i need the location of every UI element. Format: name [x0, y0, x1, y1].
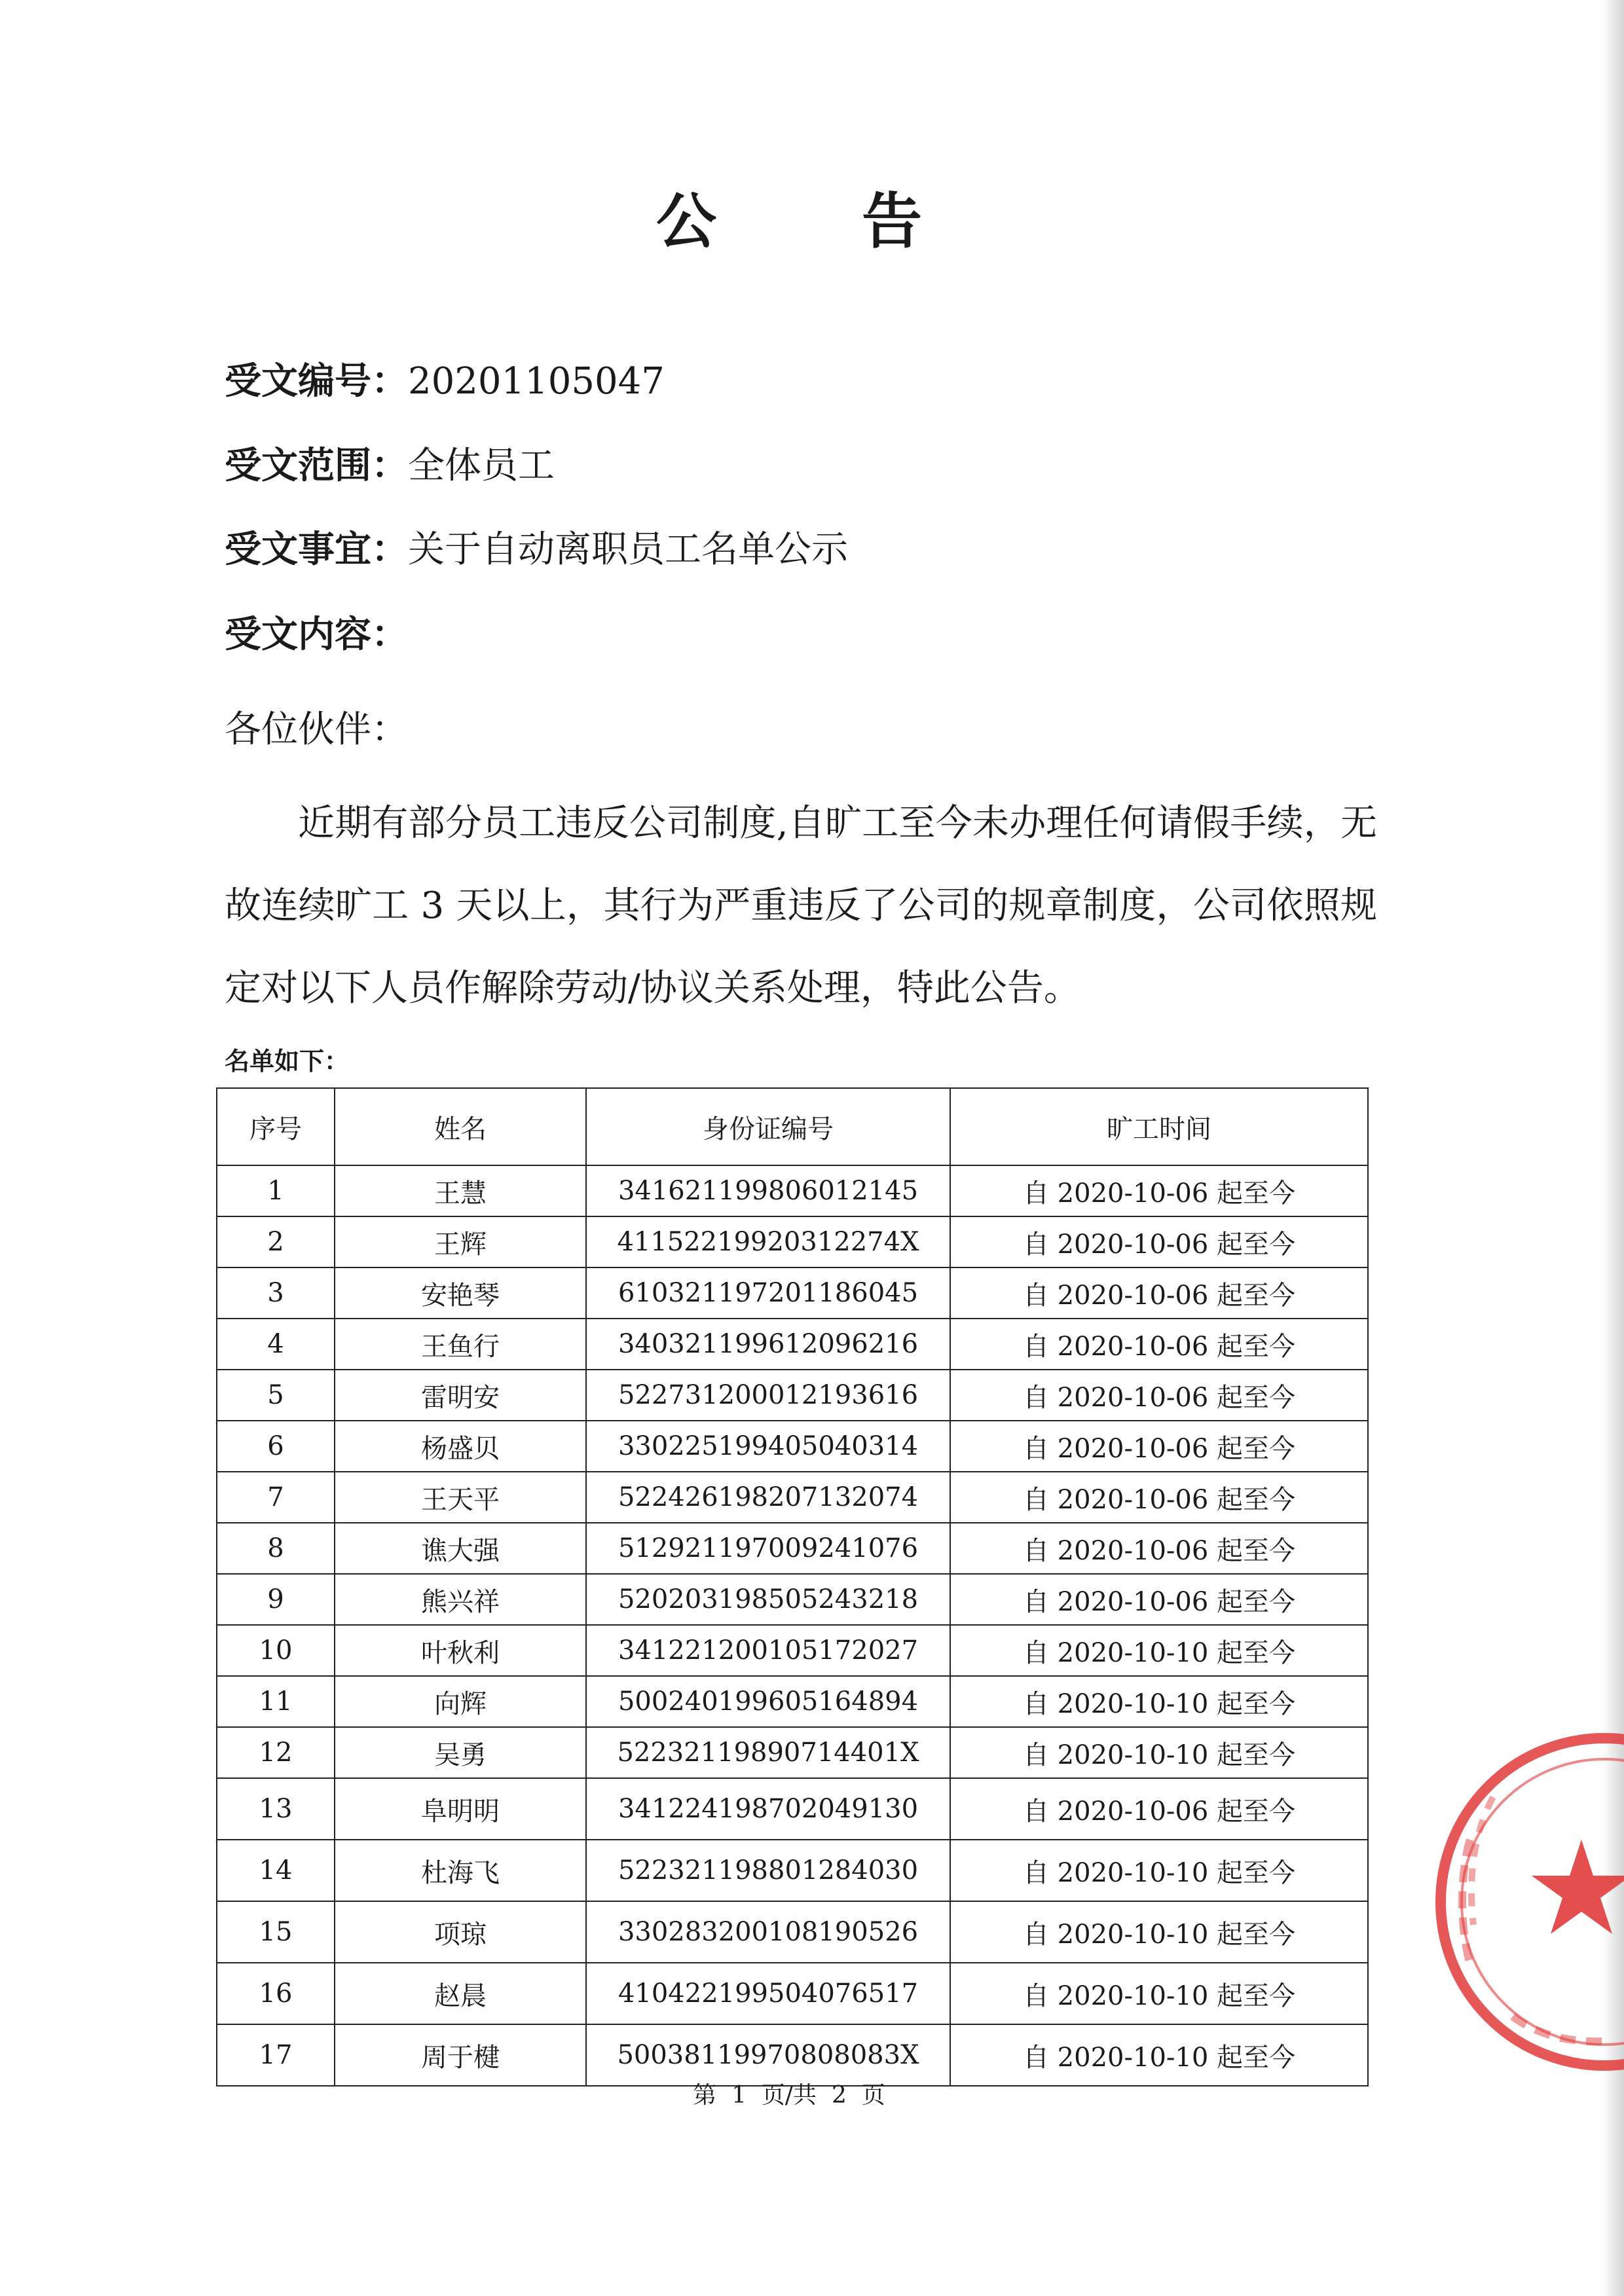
cell-absence: 自 2020-10-06 起至今 [950, 1319, 1368, 1370]
cell-id: 341621199806012145 [586, 1165, 950, 1216]
cell-number: 13 [217, 1778, 335, 1840]
cell-name: 阜明明 [335, 1778, 586, 1840]
cell-number: 11 [217, 1676, 335, 1727]
cell-id: 340321199612096216 [586, 1319, 950, 1370]
table-header-row [217, 1088, 1368, 1165]
cell-id: 522426198207132074 [586, 1472, 950, 1523]
table-row [217, 1370, 1368, 1421]
meta-label: 受文内容： [225, 613, 408, 656]
table-row [217, 1778, 1368, 1840]
cell-number: 9 [217, 1574, 335, 1625]
meta-doc-scope [225, 440, 555, 492]
cell-id: 410422199504076517 [586, 1963, 950, 2024]
cell-number: 7 [217, 1472, 335, 1523]
body-paragraph: 近期有部分员工违反公司制度,自旷工至今未办理任何请假手续，无故连续旷工 3 天以上，其行为严重违反了公司的规章制度，公司依照规定对以下人员作解除劳动/协议关系处理，特此公告。 [225, 802, 1377, 1010]
page-number: 第 1 页/共 2 页 [693, 2082, 885, 2109]
cell-absence: 自 2020-10-10 起至今 [950, 2024, 1368, 2086]
table-row [217, 1523, 1368, 1574]
cell-id: 330283200108190526 [586, 1901, 950, 1963]
cell-id: 52232119890714401X [586, 1727, 950, 1778]
cell-name: 向辉 [335, 1676, 586, 1727]
cell-name: 王天平 [335, 1472, 586, 1523]
header-cell-id: 身份证编号 [586, 1088, 950, 1165]
cell-id: 330225199405040314 [586, 1421, 950, 1472]
meta-value: 关于自动离职员工名单公示 [408, 528, 848, 571]
cell-absence: 自 2020-10-06 起至今 [950, 1523, 1368, 1574]
cell-id: 41152219920312274X [586, 1216, 950, 1267]
cell-absence: 自 2020-10-06 起至今 [950, 1421, 1368, 1472]
meta-label: 受文编号： [225, 360, 408, 403]
cell-number: 8 [217, 1523, 335, 1574]
cell-absence: 自 2020-10-06 起至今 [950, 1267, 1368, 1319]
table-row [217, 1267, 1368, 1319]
cell-absence: 自 2020-10-10 起至今 [950, 1901, 1368, 1963]
cell-id: 610321197201186045 [586, 1267, 950, 1319]
meta-doc-number [225, 355, 665, 408]
cell-name: 叶秋利 [335, 1625, 586, 1676]
cell-name: 熊兴祥 [335, 1574, 586, 1625]
cell-name: 雷明安 [335, 1370, 586, 1421]
cell-absence: 自 2020-10-06 起至今 [950, 1778, 1368, 1840]
cell-absence: 自 2020-10-10 起至今 [950, 1625, 1368, 1676]
meta-label: 受文事宜： [225, 528, 408, 571]
red-star-seal-icon [1408, 1728, 1624, 2075]
cell-id: 341221200105172027 [586, 1625, 950, 1676]
meta-value: 20201105047 [408, 360, 665, 403]
header-cell-number: 序号 [217, 1088, 335, 1165]
cell-number: 16 [217, 1963, 335, 2024]
cell-absence: 自 2020-10-06 起至今 [950, 1574, 1368, 1625]
cell-id: 522731200012193616 [586, 1370, 950, 1421]
cell-id: 341224198702049130 [586, 1778, 950, 1840]
table-row [217, 1319, 1368, 1370]
cell-absence: 自 2020-10-10 起至今 [950, 1727, 1368, 1778]
cell-number: 1 [217, 1165, 335, 1216]
header-cell-absence: 旷工时间 [950, 1088, 1368, 1165]
cell-number: 14 [217, 1840, 335, 1901]
cell-id: 522321198801284030 [586, 1840, 950, 1901]
cell-absence: 自 2020-10-10 起至今 [950, 1676, 1368, 1727]
meta-doc-content [225, 609, 408, 661]
cell-number: 5 [217, 1370, 335, 1421]
table-row [217, 1216, 1368, 1267]
cell-name: 吴勇 [335, 1727, 586, 1778]
cell-number: 6 [217, 1421, 335, 1472]
meta-doc-subject [225, 524, 848, 576]
header-cell-name: 姓名 [335, 1088, 586, 1165]
table-row [217, 1574, 1368, 1625]
cell-number: 10 [217, 1625, 335, 1676]
cell-absence: 自 2020-10-10 起至今 [950, 1963, 1368, 2024]
cell-id: 500240199605164894 [586, 1676, 950, 1727]
table-row [217, 1421, 1368, 1472]
cell-name: 杨盛贝 [335, 1421, 586, 1472]
cell-absence: 自 2020-10-10 起至今 [950, 1840, 1368, 1901]
cell-name: 王辉 [335, 1216, 586, 1267]
cell-absence: 自 2020-10-06 起至今 [950, 1216, 1368, 1267]
cell-name: 赵晨 [335, 1963, 586, 2024]
cell-id: 520203198505243218 [586, 1574, 950, 1625]
table-row [217, 1165, 1368, 1216]
cell-number: 3 [217, 1267, 335, 1319]
cell-id: 512921197009241076 [586, 1523, 950, 1574]
cell-name: 王鱼行 [335, 1319, 586, 1370]
meta-value: 全体员工 [408, 445, 555, 487]
cell-number: 17 [217, 2024, 335, 2086]
table-row [217, 1625, 1368, 1676]
cell-absence: 自 2020-10-06 起至今 [950, 1370, 1368, 1421]
cell-absence: 自 2020-10-06 起至今 [950, 1165, 1368, 1216]
greeting: 各位伙伴： [225, 708, 408, 751]
table-row [217, 1840, 1368, 1901]
list-label: 名单如下： [225, 1047, 350, 1076]
cell-name: 项琼 [335, 1901, 586, 1963]
cell-number: 2 [217, 1216, 335, 1267]
document-title: 公 告 [655, 186, 985, 257]
cell-name: 安艳琴 [335, 1267, 586, 1319]
cell-name: 周于楗 [335, 2024, 586, 2086]
cell-id: 50038119970808083X [586, 2024, 950, 2086]
cell-name: 谯大强 [335, 1523, 586, 1574]
cell-number: 15 [217, 1901, 335, 1963]
cell-name: 杜海飞 [335, 1840, 586, 1901]
cell-name: 王慧 [335, 1165, 586, 1216]
meta-label: 受文范围： [225, 445, 408, 487]
table-row [217, 1676, 1368, 1727]
cell-absence: 自 2020-10-06 起至今 [950, 1472, 1368, 1523]
table-row [217, 1963, 1368, 2024]
cell-number: 12 [217, 1727, 335, 1778]
cell-number: 4 [217, 1319, 335, 1370]
table-row [217, 1727, 1368, 1778]
table-row [217, 1472, 1368, 1523]
table-row [217, 1901, 1368, 1963]
dismissal-table [216, 1087, 1369, 2086]
